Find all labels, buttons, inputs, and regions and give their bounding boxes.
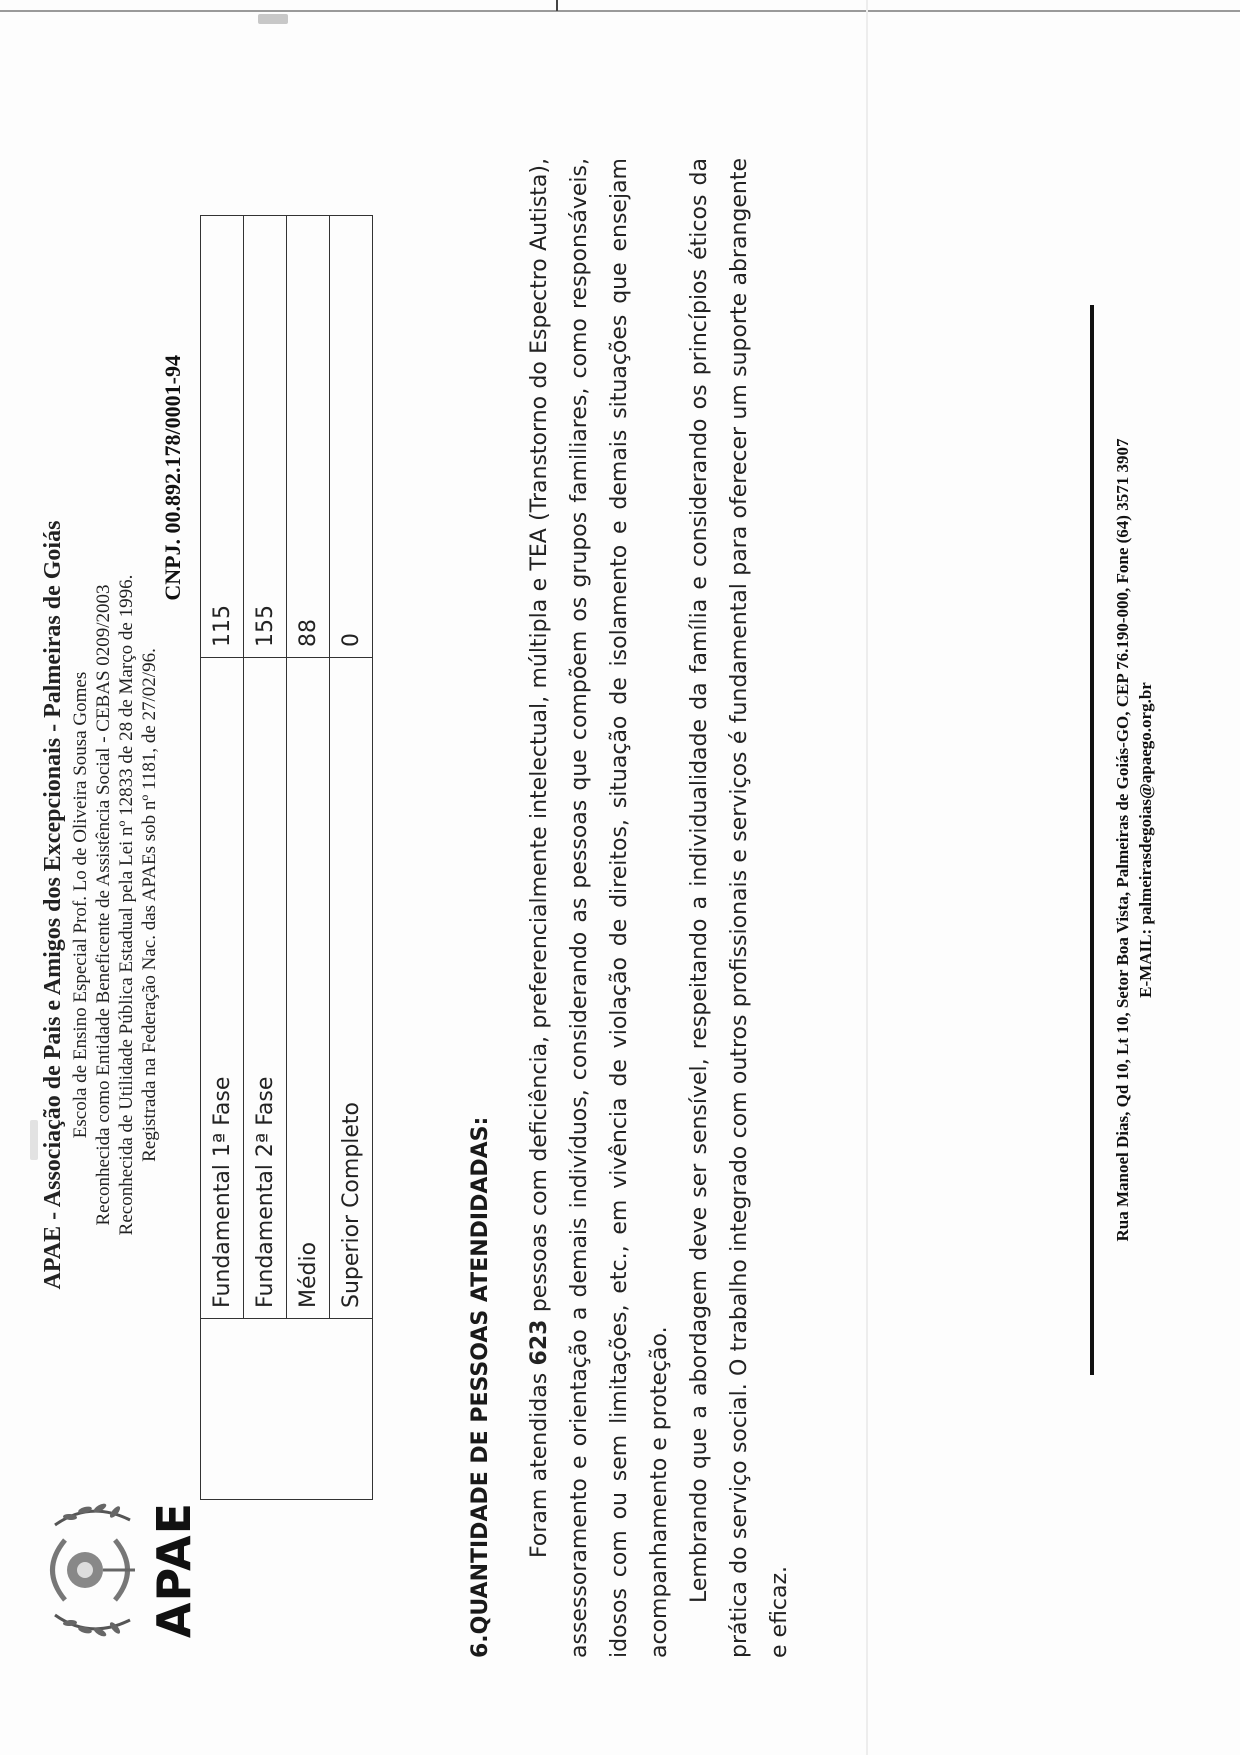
paragraph-text: pessoas com deficiência, preferencialmente intelectual, múltipla e TEA (Transtorno do Espectro Autista), assessoramento e orientação a demais indivíduos, considerando as pessoas que compõem os grupos familiares, como responsáveis, idosos com ou sem limitações, etc., em vivência de violação de direitos, situação de isolamento e demais situações que ensejam acompanhamento e proteção. (527, 158, 672, 1658)
table-row (244, 216, 287, 1500)
public-utility-line: Reconhecida de Utilidade Pública Estadual pela Lei nº 12833 de 28 de Março de 1996. (116, 574, 137, 1236)
apae-logo (35, 1480, 201, 1660)
table-row (201, 216, 244, 1500)
education-table (200, 215, 373, 1500)
table-row (287, 216, 330, 1500)
table-cell-value: 115 (201, 216, 244, 658)
table-cell-value: 0 (330, 216, 373, 658)
organization-name: APAE - Associação de Pais e Amigos dos Excepcionais - Palmeiras de Goiás (40, 520, 66, 1290)
cebas-line: Reconhecida como Entidade Beneficente de Assistência Social - CEBAS 0209/2003 (93, 584, 114, 1226)
cnpj: CNPJ. 00.892.178/0001-94 (160, 355, 185, 601)
paragraph-served (520, 158, 680, 1658)
table-cell-label: Fundamental 1ª Fase (201, 658, 244, 1319)
apae-emblem-icon (35, 1480, 150, 1660)
paragraph-text: Foram atendidas (527, 1365, 552, 1558)
federation-line: Registrada na Federação Nac. das APAEs sob nº 1181, de 27/02/96. (139, 648, 160, 1162)
footer-email: E-MAIL: palmeirasdegoias@apaego.org.br (1136, 682, 1155, 998)
footer-address: Rua Manoel Dias, Qd 10, Lt 10, Setor Boa Vista, Palmeiras de Goiás-GO, CEP 76.190-000, Fone (64) 3571 3907 (1113, 438, 1132, 1242)
table-cell-empty (201, 1319, 373, 1500)
table-cell-value: 155 (244, 216, 287, 658)
table-cell-label: Médio (287, 658, 330, 1319)
table-cell-label: Superior Completo (330, 658, 373, 1319)
school-line: Escola de Ensino Especial Prof. Lo de Oliveira Sousa Gomes (70, 671, 91, 1139)
paragraph-text: Lembrando que a abordagem deve ser sensível, respeitando a individualidade da família e considerando os princípios éticos da prática do serviço social. O trabalho integrado com outros profissionais e serviços é fundamental para oferecer um suporte abrangente e eficaz. (687, 158, 792, 1658)
footer-divider (1090, 305, 1094, 1375)
served-count: 623 (527, 1319, 552, 1366)
table-row (330, 216, 373, 1500)
paragraph-approach (680, 158, 800, 1658)
logo-wordmark: APAE (147, 1501, 201, 1639)
table-cell-value: 88 (287, 216, 330, 658)
section-title: 6.QUANTIDADE DE PESSOAS ATENDIDADAS: (468, 1116, 493, 1658)
table-cell-label: Fundamental 2ª Fase (244, 658, 287, 1319)
